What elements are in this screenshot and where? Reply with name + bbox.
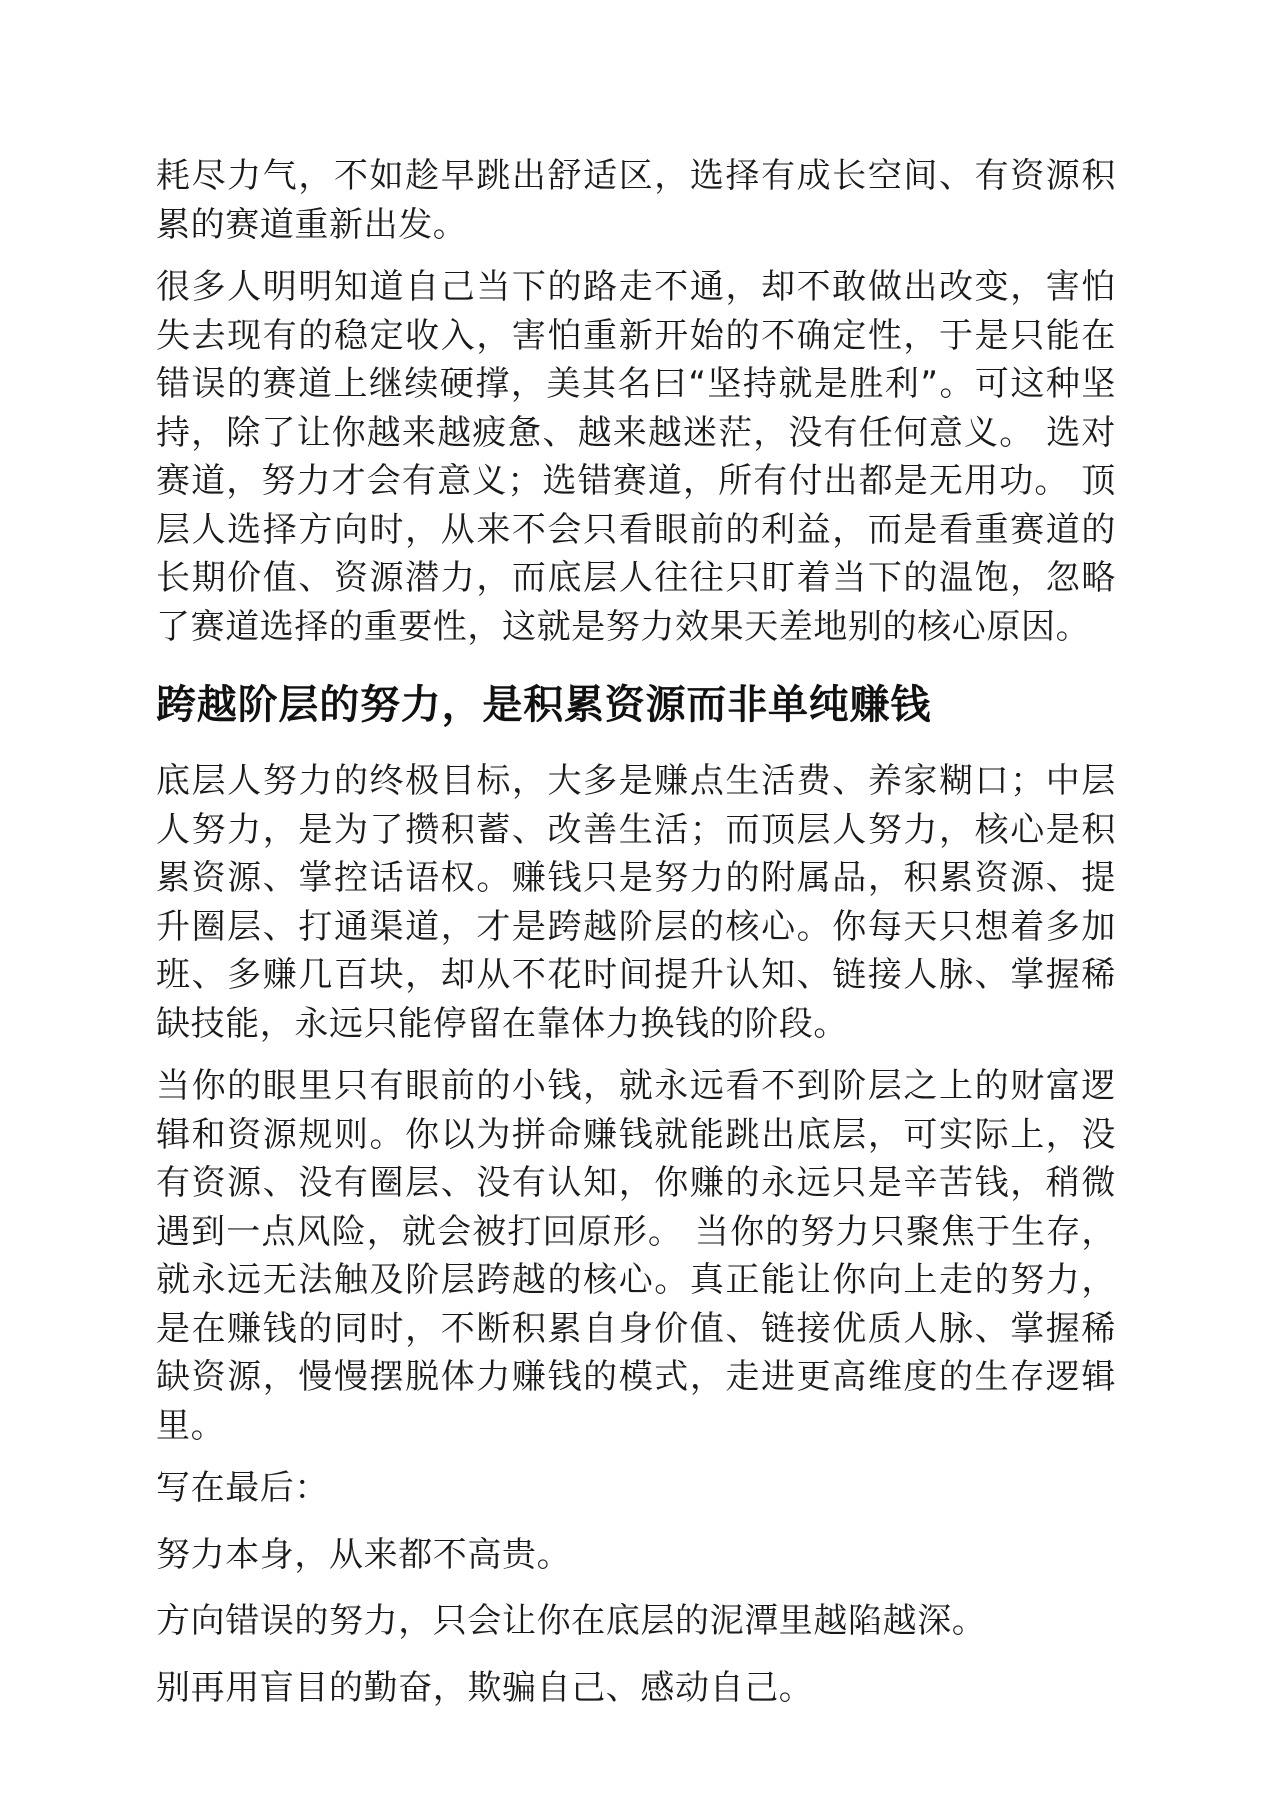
closing-line-1: 努力本身，从来都不高贵。 [156, 1534, 572, 1575]
closing-line-2: 方向错误的努力，只会让你在底层的泥潭里越陷越深。 [156, 1601, 987, 1641]
article-body [156, 152, 1116, 1730]
paragraph-resource-accumulation: 底层人努力的终极目标，大多是赚点生活费、养家糊口；中层人努力，是为了攒积蓄、改善生活；而顶层人努力，核心是积累资源、掌控话语权。赚钱只是努力的附属品，积累资源、提升圈层、打通渠道，才是跨越阶层的核心。你每天只想着多加班、多赚几百块，却从不花时间提升认知、链接人脉、掌握稀缺技能，永远只能停留在靠体力换钱的阶段。 [156, 761, 1116, 1044]
paragraph-continuation: 耗尽力气，不如趁早跳出舒适区，选择有成长空间、有资源积累的赛道重新出发。 [156, 156, 1116, 245]
closing-title: 写在最后： [156, 1468, 329, 1508]
section-heading: 跨越阶层的努力，是积累资源而非单纯赚钱 [156, 682, 932, 728]
paragraph-small-money: 当你的眼里只有眼前的小钱，就永远看不到阶层之上的财富逻辑和资源规则。你以为拼命赚钱就能跳出底层，可实际上，没有资源、没有圈层、没有认知，你赚的永远只是辛苦钱，稍微遇到一点风险，就会被打回原形。 当你的努力只聚焦于生存，就永远无法触及阶层跨越的核心。真正能让你向上走的努力，是在赚钱的同时，不断积累自身价值、链接优质人脉、掌握稀缺资源，慢慢摆脱体力赚钱的模式，走进更高维度的生存逻辑里。 [156, 1066, 1116, 1446]
closing-line-3: 别再用盲目的勤奋，欺骗自己、感动自己。 [156, 1667, 814, 1708]
paragraph-wrong-track: 很多人明明知道自己当下的路走不通，却不敢做出改变，害怕失去现有的稳定收入，害怕重新开始的不确定性，于是只能在错误的赛道上继续硬撑，美其名曰“坚持就是胜利”。可这种坚持，除了让你越来越疲惫、越来越迷茫，没有任何意义。 选对赛道，努力才会有意义；选错赛道，所有付出都是无用功。 顶层人选择方向时，从来不会只看眼前的利益，而是看重赛道的长期价值、资源潜力，而底层人往往只盯着当下的温饱，忽略了赛道选择的重要性，这就是努力效果天差地别的核心原因。 [156, 267, 1116, 647]
